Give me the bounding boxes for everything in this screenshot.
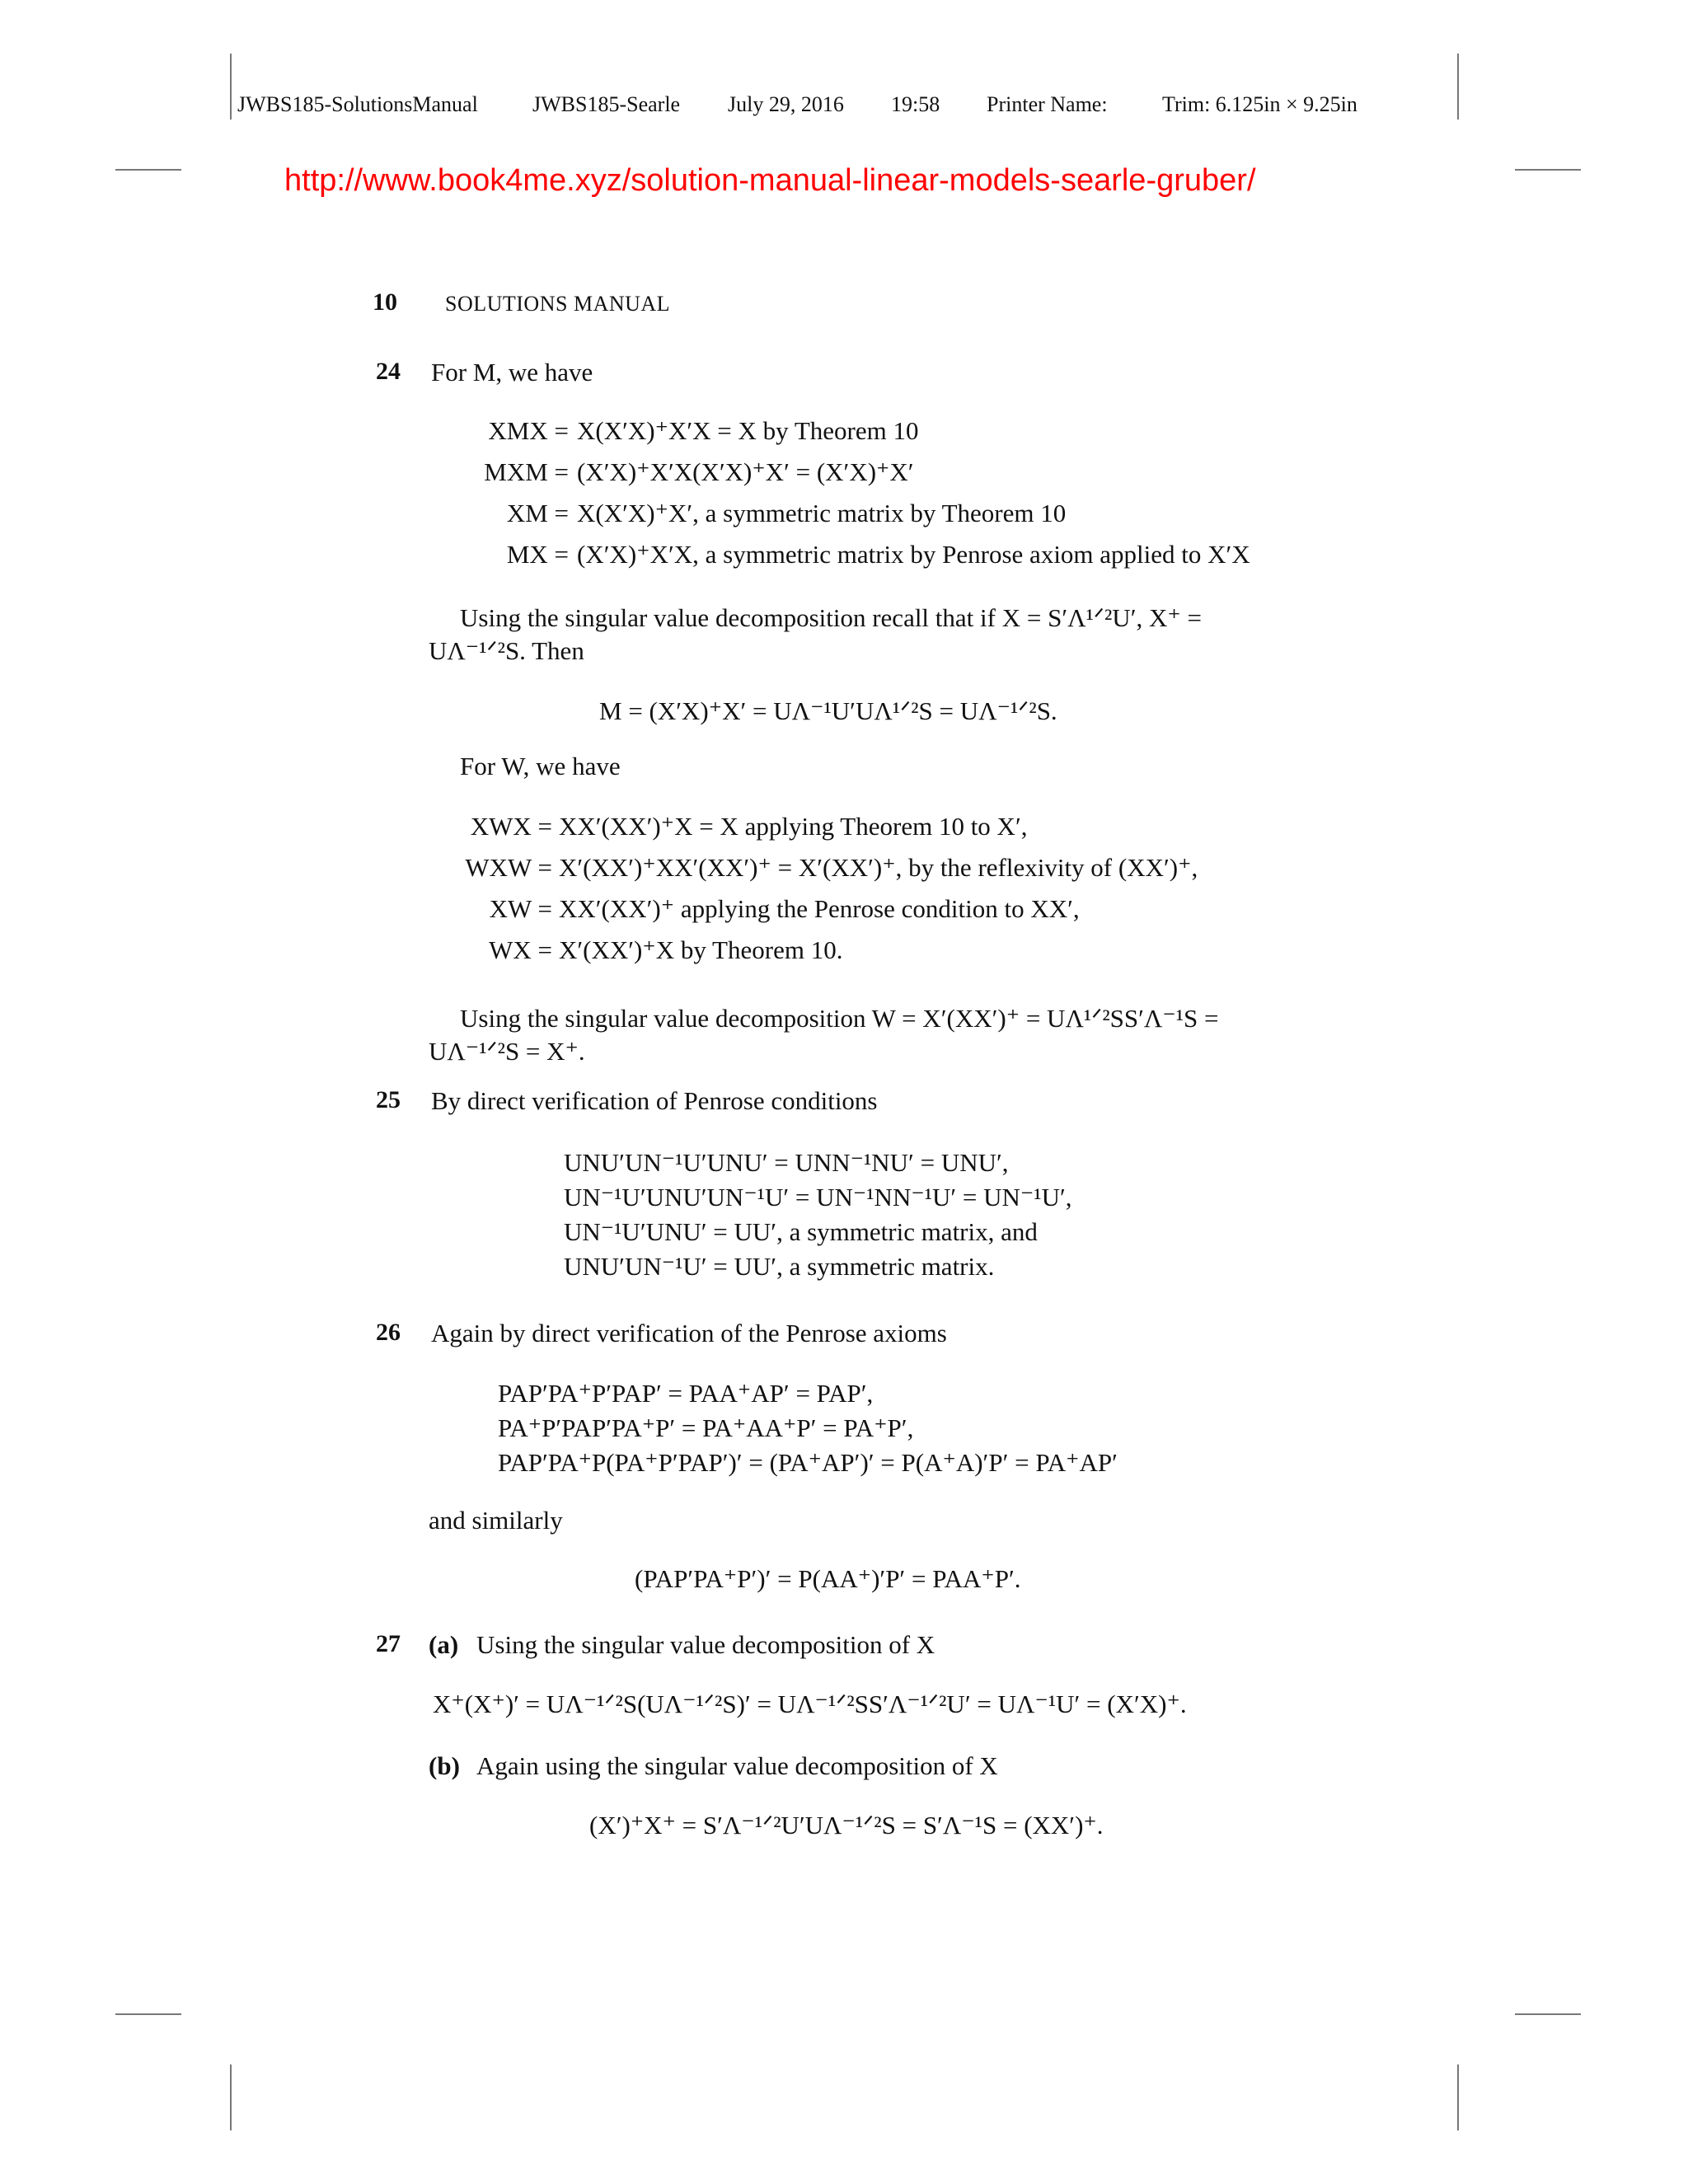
problem-27a-text: Using the singular value decomposition of X — [476, 1630, 935, 1659]
p26-eq-2: PA⁺P′PAP′PA⁺P′ = PA⁺AA⁺P′ = PA⁺P′, — [498, 1413, 914, 1442]
crop-mark-top-right — [1457, 54, 1459, 120]
m-eq-rhs-3: X(X′X)⁺X′, a symmetric matrix by Theorem 10 — [577, 499, 1067, 527]
crop-mark-left-lower — [115, 2013, 181, 2015]
problem-26-number: 26 — [376, 1319, 401, 1346]
p25-eq-4: UNU′UN⁻¹U′ = UU′, a symmetric matrix. — [564, 1252, 995, 1281]
m-eq-rhs-2: (X′X)⁺X′X(X′X)⁺X′ = (X′X)⁺X′ — [577, 457, 914, 486]
svd-paragraph-line-2: UΛ⁻¹ᐟ²S. Then — [429, 636, 584, 665]
problem-27-number: 27 — [376, 1630, 401, 1657]
w-eq-lhs-3: XW = — [489, 894, 552, 923]
header-book: JWBS185-SolutionsManual — [237, 92, 478, 116]
crop-mark-left-upper — [115, 169, 181, 171]
m-eq-lhs-2: MXM = — [484, 457, 569, 486]
problem-27a-label: (a) — [429, 1630, 459, 1659]
svd-paragraph-line-1: Using the singular value decomposition recall that if X = S′Λ¹ᐟ²U′, X⁺ = — [460, 603, 1202, 632]
crop-mark-bottom-left — [230, 2064, 232, 2130]
crop-mark-right-upper — [1515, 169, 1581, 171]
m-eq-lhs-4: MX = — [506, 540, 569, 569]
problem-26-intro: Again by direct verification of the Penrose axioms — [431, 1319, 947, 1347]
w-eq-rhs-2: X′(XX′)⁺XX′(XX′)⁺ = X′(XX′)⁺, by the reflexivity of (XX′)⁺, — [559, 853, 1198, 882]
p27a-equation: X⁺(X⁺)′ = UΛ⁻¹ᐟ²S(UΛ⁻¹ᐟ²S)′ = UΛ⁻¹ᐟ²SS′Λ⁻¹ᐟ²U′ = UΛ⁻¹U′ = (X′X)⁺. — [433, 1690, 1187, 1718]
p26-eq-1: PAP′PA⁺P′PAP′ = PAA⁺AP′ = PAP′, — [498, 1379, 874, 1408]
problem-24-intro: For M, we have — [431, 358, 593, 387]
w-intro: For W, we have — [460, 752, 621, 780]
source-url-link[interactable]: http://www.book4me.xyz/solution-manual-linear-models-searle-gruber/ — [284, 163, 1256, 198]
p26-final-equation: (PAP′PA⁺P′)′ = P(AA⁺)′P′ = PAA⁺P′. — [635, 1564, 1021, 1593]
crop-mark-bottom-right — [1457, 2064, 1459, 2130]
header-trim: Trim: 6.125in × 9.25in — [1162, 92, 1357, 116]
p27b-equation: (X′)⁺X⁺ = S′Λ⁻¹ᐟ²U′UΛ⁻¹ᐟ²S = S′Λ⁻¹S = (XX′)⁺. — [589, 1811, 1104, 1840]
w-svd-line-2: UΛ⁻¹ᐟ²S = X⁺. — [429, 1037, 585, 1066]
m-eq-lhs-3: XM = — [506, 499, 569, 527]
m-eq-lhs-1: XMX = — [488, 416, 569, 445]
and-similarly-text: and similarly — [429, 1506, 563, 1535]
problem-24-number: 24 — [376, 358, 401, 385]
m-result-equation: M = (X′X)⁺X′ = UΛ⁻¹U′UΛ¹ᐟ²S = UΛ⁻¹ᐟ²S. — [599, 696, 1057, 725]
w-eq-lhs-1: XWX = — [470, 812, 552, 841]
page-number: 10 — [373, 288, 397, 316]
p26-eq-3: PAP′PA⁺P(PA⁺P′PAP′)′ = (PA⁺AP′)′ = P(A⁺A)′P′ = PA⁺AP′ — [498, 1448, 1118, 1477]
w-eq-lhs-4: WX = — [489, 935, 552, 964]
m-eq-rhs-4: (X′X)⁺X′X, a symmetric matrix by Penrose axiom applied to X′X — [577, 540, 1250, 569]
p25-eq-1: UNU′UN⁻¹U′UNU′ = UNN⁻¹NU′ = UNU′, — [564, 1148, 1009, 1177]
header-date: July 29, 2016 — [728, 92, 844, 116]
crop-mark-top-left — [230, 54, 232, 120]
header-time: 19:58 — [891, 92, 940, 116]
header-code: JWBS185-Searle — [532, 92, 681, 116]
p25-eq-3: UN⁻¹U′UNU′ = UU′, a symmetric matrix, and — [564, 1217, 1038, 1246]
problem-25-intro: By direct verification of Penrose conditions — [431, 1086, 878, 1115]
w-eq-rhs-4: X′(XX′)⁺X by Theorem 10. — [559, 935, 843, 964]
page-title: SOLUTIONS MANUAL — [445, 292, 671, 316]
w-svd-line-1: Using the singular value decomposition W = X′(XX′)⁺ = UΛ¹ᐟ²SS′Λ⁻¹S = — [460, 1004, 1219, 1033]
problem-27b-label: (b) — [429, 1751, 460, 1780]
problem-25-number: 25 — [376, 1086, 401, 1113]
crop-mark-right-lower — [1515, 2013, 1581, 2015]
p25-eq-2: UN⁻¹U′UNU′UN⁻¹U′ = UN⁻¹NN⁻¹U′ = UN⁻¹U′, — [564, 1183, 1072, 1212]
problem-27b-text: Again using the singular value decomposition of X — [476, 1751, 998, 1780]
header-printer: Printer Name: — [987, 92, 1108, 116]
w-eq-rhs-1: XX′(XX′)⁺X = X applying Theorem 10 to X′, — [559, 812, 1028, 841]
m-eq-rhs-1: X(X′X)⁺X′X = X by Theorem 10 — [577, 416, 919, 445]
w-eq-lhs-2: WXW = — [465, 853, 552, 882]
w-eq-rhs-3: XX′(XX′)⁺ applying the Penrose condition to XX′, — [559, 894, 1080, 923]
